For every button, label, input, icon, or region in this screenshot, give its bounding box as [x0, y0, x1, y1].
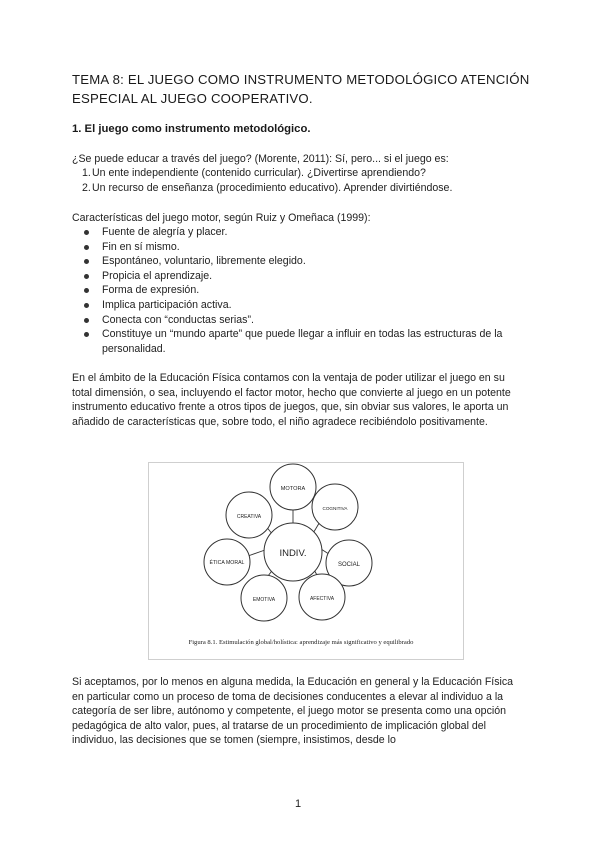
list-item: [82, 313, 542, 328]
list-number: 2.: [82, 181, 91, 194]
connector-line: [248, 550, 265, 556]
diagram-svg: [149, 463, 463, 659]
list-item-text: Propicia el aprendizaje.: [102, 269, 213, 282]
section-heading: 1. El juego como instrumento metodológico.: [72, 123, 311, 135]
node-label: ÉTICA MORAL: [209, 560, 245, 566]
list-item-text: Implica participación activa.: [102, 298, 232, 311]
question-line: ¿Se puede educar a través del juego? (Morente, 2011): Sí, pero... si el juego es:: [72, 153, 449, 165]
center-label: INDIV.: [279, 548, 307, 559]
bullet-icon: [84, 332, 89, 337]
list-item: [82, 166, 542, 181]
list-item-text: Fin en sí mismo.: [102, 240, 180, 253]
list-item: [82, 269, 542, 284]
ordered-list: [82, 166, 542, 195]
list-item-text: Espontáneo, voluntario, libremente elegido.: [102, 255, 306, 268]
list-item: [82, 283, 542, 298]
bullet-icon: [84, 288, 89, 293]
bullet-icon: [84, 245, 89, 250]
list-item: [82, 225, 542, 240]
characteristics-intro: Características del juego motor, según Ruiz y Omeñaca (1999):: [72, 212, 371, 224]
node-label: AFECTIVA: [309, 596, 335, 602]
node-label: SOCIAL: [337, 562, 361, 568]
list-item-text: Fuente de alegría y placer.: [102, 226, 228, 238]
list-item: [82, 298, 542, 313]
list-item: [82, 181, 542, 196]
figure-caption: Figura 8.1. Estimulación global/holística: aprendizaje más significativo y equilibrado: [188, 639, 414, 646]
bullet-icon: [84, 318, 89, 323]
list-item: [82, 254, 542, 269]
list-item-text: Constituye un “mundo aparte” que puede llegar a influir en todas las estructuras de la personalidad.: [102, 328, 503, 355]
list-item: [82, 327, 542, 356]
list-number: 1.: [82, 167, 91, 179]
list-item-text: Forma de expresión.: [102, 284, 200, 297]
paragraph-1: En el ámbito de la Educación Física contamos con la ventaja de poder utilizar el juego en su total dimensión, o sea, incluyendo el factor motor, hecho que convierte al juego en un potente instrumento educativo frente a otros tipos de juegos, que, sin obviar sus valores, le aporta un añadido de características que, sobre todo, el niño agradece recibiéndolo positivamente.: [72, 372, 511, 428]
list-item: [82, 240, 542, 255]
list-item-text: Un ente independiente (contenido curricular). ¿Divertirse aprendiendo?: [92, 167, 426, 179]
bullet-icon: [84, 274, 89, 279]
list-item-text: Conecta con “conductas serias”.: [102, 313, 254, 326]
bullet-icon: [84, 259, 89, 264]
figure-holistic-diagram: [148, 462, 464, 660]
page-number: 1: [295, 798, 302, 810]
node-label: COGNITIVA: [322, 506, 348, 511]
list-item-text: Un recurso de enseñanza (procedimiento educativo). Aprender divirtiéndose.: [92, 181, 453, 194]
node-label: CREATIVA: [236, 514, 262, 520]
characteristics-list: [82, 225, 542, 356]
bullet-icon: [84, 230, 89, 235]
node-label: EMOTIVA: [252, 597, 276, 603]
paragraph-2: Si aceptamos, por lo menos en alguna medida, la Educación en general y la Educación Física en particular como un proceso de toma de decisiones conducentes a elevar al individuo a la categoría de ser libre, autónomo y competente, el juego motor se presenta como una opción pedagógica de alto valor, pues, al tratarse de un procedimiento de implicación global del individuo, las decisiones que se tomen (siempre, insistimos, desde lo: [72, 676, 514, 747]
document-title: TEMA 8: EL JUEGO COMO INSTRUMENTO METODOLÓGICO ATENCIÓN ESPECIAL AL JUEGO COOPERATIVO.: [72, 72, 530, 106]
bullet-icon: [84, 303, 89, 308]
node-label: MOTORA: [280, 486, 306, 492]
